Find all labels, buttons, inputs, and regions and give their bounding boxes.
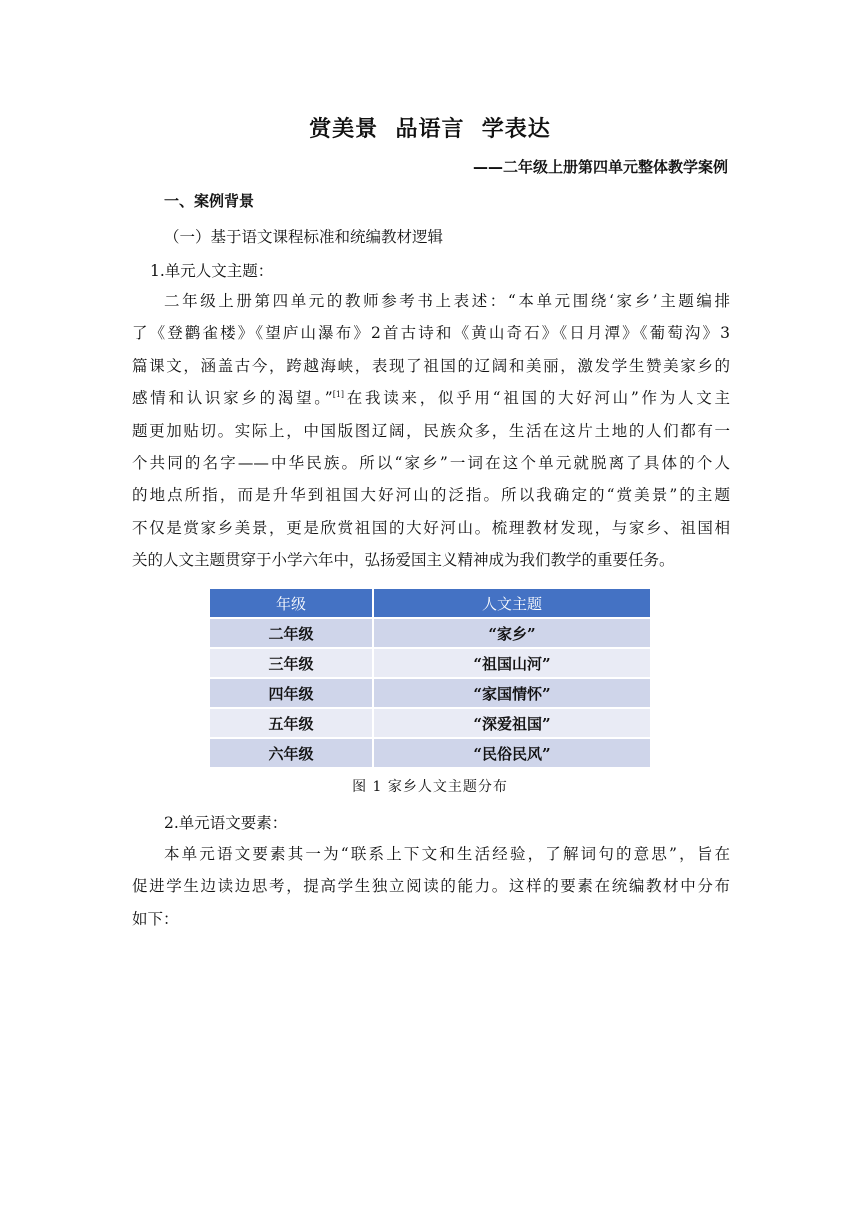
table-cell-grade: 二年级 bbox=[210, 618, 373, 648]
table-header-grade: 年级 bbox=[210, 589, 373, 618]
table-cell-theme: “家国情怀” bbox=[373, 678, 650, 708]
table-row bbox=[210, 738, 650, 767]
paragraph-line: 关的人文主题贯穿于小学六年中，弘扬爱国主义精神成为我们教学的重要任务。 bbox=[132, 551, 675, 570]
table-cell-grade: 六年级 bbox=[210, 738, 373, 767]
paragraph-line: 了《登鹳雀楼》《望庐山瀑布》2首古诗和《黄山奇石》《日月潭》《葡萄沟》3 bbox=[132, 324, 730, 343]
item-heading-language-elements: 2.单元语文要素： bbox=[164, 814, 288, 832]
item-heading-humanistic-theme: 1.单元人文主题： bbox=[150, 262, 274, 280]
subsection-heading: （一）基于语文课程标准和统编教材逻辑 bbox=[164, 228, 444, 246]
paragraph-language-elements bbox=[132, 838, 730, 935]
paragraph-line bbox=[132, 382, 730, 414]
table-cell-grade: 三年级 bbox=[210, 648, 373, 678]
paragraph-humanistic-theme bbox=[132, 285, 730, 577]
table-row bbox=[210, 618, 650, 648]
table-cell-theme: “祖国山河” bbox=[373, 648, 650, 678]
paragraph-line: 促进学生边读边思考，提高学生独立阅读的能力。这样的要素在统编教材中分布 bbox=[132, 877, 730, 896]
section-heading-case-background: 一、案例背景 bbox=[164, 192, 255, 210]
table-cell-grade: 四年级 bbox=[210, 678, 373, 708]
document-title: 赏美景 品语言 学表达 bbox=[309, 117, 551, 142]
table-cell-grade: 五年级 bbox=[210, 708, 373, 738]
paragraph-line: 如下： bbox=[132, 909, 179, 928]
paragraph-line: 个共同的名字——中华民族。所以“家乡”一词在这个单元就脱离了具体的个人 bbox=[132, 454, 730, 473]
paragraph-line: 二年级上册第四单元的教师参考书上表述：“本单元围绕‘家乡’主题编排 bbox=[164, 292, 730, 310]
paragraph-line: 本单元语文要素其一为“联系上下文和生活经验，了解词句的意思”，旨在 bbox=[164, 845, 730, 863]
table-row bbox=[210, 708, 650, 738]
table-row bbox=[210, 678, 650, 708]
table-header-theme: 人文主题 bbox=[373, 589, 650, 618]
document-subtitle: ——二年级上册第四单元整体教学案例 bbox=[472, 158, 728, 176]
paragraph-line: 的地点所指，而是升华到祖国大好河山的泛指。所以我确定的“赏美景”的主题 bbox=[132, 486, 730, 505]
humanistic-theme-table bbox=[210, 589, 650, 767]
paragraph-line-tail: 在我读来，似乎用“祖国的大好河山”作为人文主 bbox=[344, 389, 730, 408]
table-header-row bbox=[210, 589, 650, 618]
table-row bbox=[210, 648, 650, 678]
table-cell-theme: “家乡” bbox=[373, 618, 650, 648]
table-cell-theme: “民俗民风” bbox=[373, 738, 650, 767]
paragraph-line: 篇课文，涵盖古今，跨越海峡，表现了祖国的辽阔和美丽，激发学生赞美家乡的 bbox=[132, 356, 730, 375]
paragraph-line: 不仅是赏家乡美景，更是欣赏祖国的大好河山。梳理教材发现，与家乡、祖国相 bbox=[132, 518, 730, 537]
table-cell-theme: “深爱祖国” bbox=[373, 708, 650, 738]
quote-end-text: 感情和认识家乡的渴望。” bbox=[132, 389, 333, 408]
paragraph-line: 题更加贴切。实际上，中国版图辽阔，民族众多，生活在这片土地的人们都有一 bbox=[132, 421, 730, 440]
reference-mark[interactable]: [1] bbox=[332, 390, 345, 400]
figure-caption: 图 1 家乡人文主题分布 bbox=[352, 779, 508, 795]
